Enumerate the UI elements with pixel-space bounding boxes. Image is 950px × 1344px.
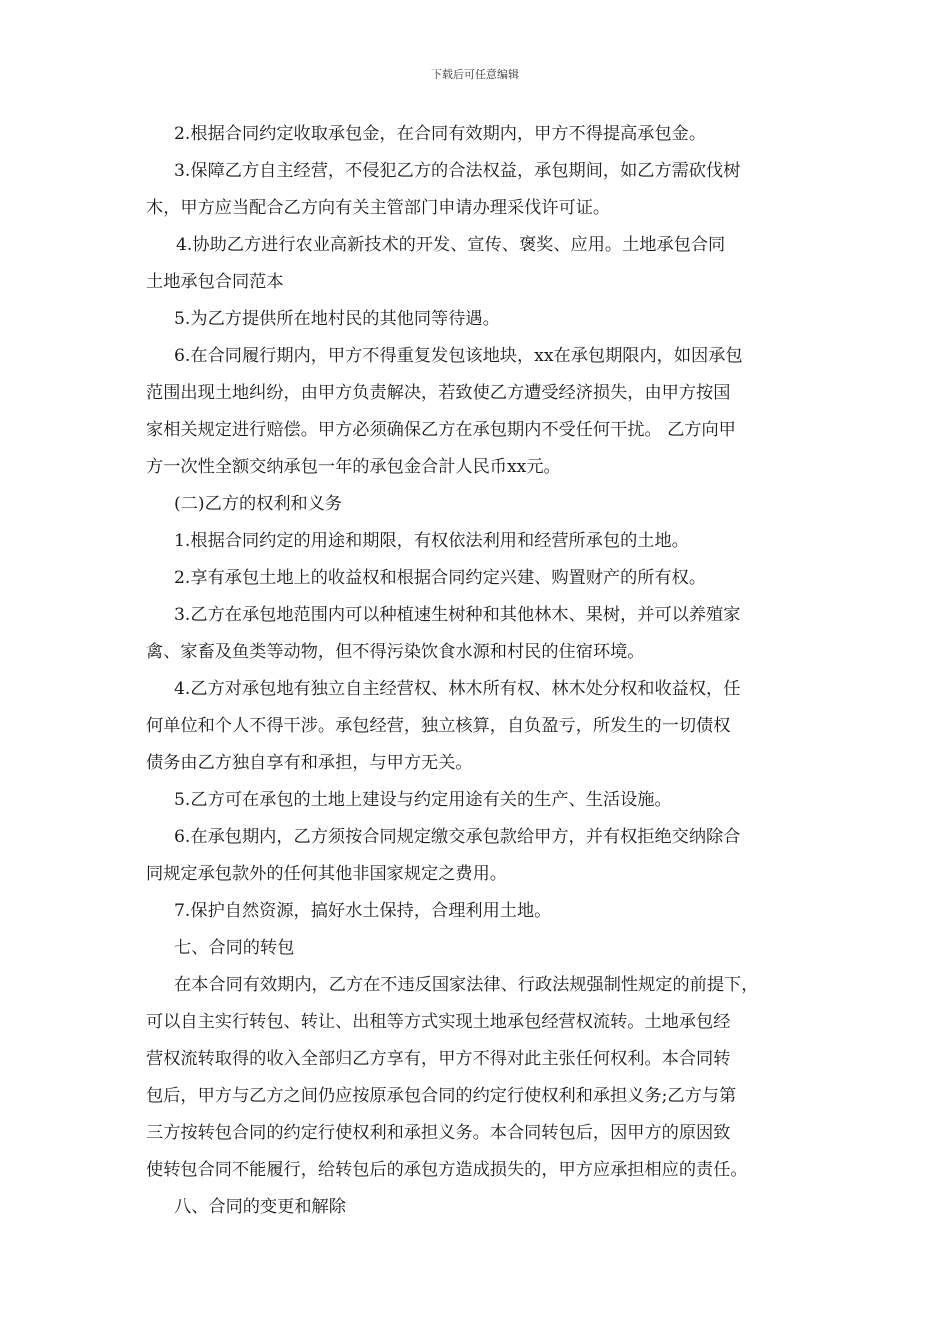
- paragraph-line: 何单位和个人不得干涉。承包经营，独立核算，自负盈亏，所发生的一切债权: [146, 716, 731, 736]
- section-heading: 七、合同的转包: [174, 938, 295, 958]
- paragraph-line: 4.乙方对承包地有独立自主经营权、林木所有权、林木处分权和收益权，任: [174, 679, 741, 699]
- paragraph-line: 禽、家畜及鱼类等动物，但不得污染饮食水源和村民的住宿环境。: [146, 642, 645, 662]
- paragraph-line: 包后，甲方与乙方之间仍应按原承包合同的约定行使权利和承担义务;乙方与第: [146, 1086, 737, 1106]
- paragraph-line: 木，甲方应当配合乙方向有关主管部门申请办理采伐许可证。: [146, 198, 611, 218]
- paragraph-line: 使转包合同不能履行，给转包后的承包方造成损失的，甲方应承担相应的责任。: [146, 1160, 748, 1180]
- paragraph-line: 方一次性全额交纳承包一年的承包金合計人民币xx元。: [146, 457, 561, 477]
- paragraph-line: 债务由乙方独自享有和承担，与甲方无关。: [146, 753, 473, 773]
- paragraph-line: 5.为乙方提供所在地村民的其他同等待遇。: [174, 309, 500, 329]
- paragraph-line: 4.协助乙方进行农业高新技术的开发、宣传、褒奖、应用。土地承包合同: [176, 235, 726, 255]
- section-heading: (二)乙方的权利和义务: [174, 494, 343, 514]
- page-header: 下载后可任意编辑: [431, 68, 519, 81]
- paragraph-line: 2.根据合同约定收取承包金，在合同有效期内，甲方不得提高承包金。: [174, 124, 707, 144]
- paragraph-line: 营权流转取得的收入全部归乙方享有，甲方不得对此主张任何权利。本合同转: [146, 1049, 731, 1069]
- paragraph-line: 5.乙方可在承包的土地上建设与约定用途有关的生产、生活设施。: [174, 790, 672, 810]
- paragraph-line: 可以自主实行转包、转让、出租等方式实现土地承包经营权流转。土地承包经: [146, 1012, 731, 1032]
- paragraph-line: 7.保护自然资源，搞好水土保持，合理利用土地。: [174, 901, 552, 921]
- paragraph-line: 1.根据合同约定的用途和期限，有权依法利用和经营所承包的土地。: [174, 531, 689, 551]
- paragraph-line: 6.在承包期内，乙方须按合同规定缴交承包款给甲方，并有权拒绝交纳除合: [174, 827, 741, 847]
- paragraph-line: 2.享有承包土地上的收益权和根据合同约定兴建、购置财产的所有权。: [174, 568, 707, 588]
- paragraph-line: 6.在合同履行期内，甲方不得重复发包该地块，xx在承包期限内，如因承包: [174, 346, 743, 366]
- paragraph-line: 3.乙方在承包地范围内可以种植速生树种和其他林木、果树，并可以养殖家: [174, 605, 741, 625]
- paragraph-line: 3.保障乙方自主经营，不侵犯乙方的合法权益，承包期间，如乙方需砍伐树: [174, 161, 741, 181]
- paragraph-line: 家相关规定进行赔偿。甲方必须确保乙方在承包期内不受任何干扰。 乙方向甲: [146, 420, 736, 440]
- paragraph-line: 同规定承包款外的任何其他非国家规定之费用。: [146, 864, 507, 884]
- paragraph-line: 在本合同有效期内，乙方在不违反国家法律、行政法规强制性规定的前提下，: [174, 975, 759, 995]
- paragraph-line: 土地承包合同范本: [146, 272, 284, 292]
- paragraph-line: 范围出现土地纠纷，由甲方负责解决，若致使乙方遭受经济损失，由甲方按国: [146, 383, 731, 403]
- paragraph-line: 三方按转包合同的约定行使权利和承担义务。本合同转包后，因甲方的原因致: [146, 1123, 731, 1143]
- section-heading: 八、合同的变更和解除: [174, 1197, 346, 1217]
- document-body: [146, 116, 826, 1226]
